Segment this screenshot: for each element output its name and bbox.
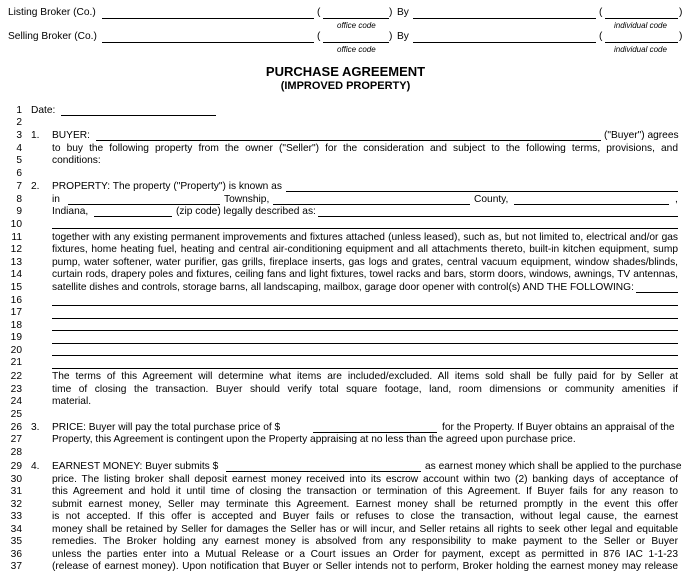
- fixtures-text-line: satellite dishes and controls, storage barns, all landscaping, mailbox, garage door opener with control(s) AND THE FOLLOWING:: [52, 282, 634, 293]
- earnest-money-label: EARNEST MONEY: Buyer submits $: [52, 461, 219, 472]
- line-number: 20: [10, 345, 22, 356]
- comma: ,: [675, 194, 678, 205]
- county-field[interactable]: [514, 204, 669, 205]
- line-number: 13: [10, 257, 22, 268]
- line-number: 32: [10, 499, 22, 510]
- section-number: 1.: [31, 130, 40, 141]
- earnest-text-line: (release of earnest money). Upon notification that Buyer or Seller intends not to perform, Broker holding the earnest money may release: [52, 561, 678, 572]
- line-number: 37: [10, 561, 22, 572]
- earnest-text-line: submit earnest money, Seller may terminate this Agreement. Earnest money shall be returned promptly in the event this offer: [52, 499, 678, 510]
- line-number: 36: [10, 549, 22, 560]
- township-field[interactable]: [273, 204, 470, 205]
- listing-broker-field[interactable]: [102, 18, 314, 19]
- selling-broker-label: Selling Broker (Co.): [8, 31, 97, 42]
- line-number: 21: [10, 357, 22, 368]
- by-label: By: [397, 31, 409, 42]
- indiana-label: Indiana,: [52, 206, 89, 217]
- buyer-name-field[interactable]: [96, 140, 601, 141]
- listing-individual-code-field[interactable]: [605, 18, 678, 19]
- terms-text-line: The terms of this Agreement will determine what items are included/excluded. All items sold shall be fully paid for by Seller at: [52, 371, 678, 382]
- paren-close: ): [679, 31, 683, 42]
- line-number: 30: [10, 474, 22, 485]
- line-number: 22: [10, 371, 22, 382]
- paren-open: (: [317, 7, 321, 18]
- following-items-line[interactable]: [52, 368, 678, 369]
- zip-code-field[interactable]: [94, 216, 172, 217]
- price-label: PRICE: Buyer will pay the total purchase price of $: [52, 422, 281, 433]
- township-label: Township,: [224, 194, 270, 205]
- earnest-text-line: is not accepted. If this offer is accepted and Buyer fails or refuses to close the transaction, without legal cause, the earnest: [52, 511, 678, 522]
- following-items-line[interactable]: [52, 318, 678, 319]
- office-code-caption: office code: [337, 45, 376, 54]
- line-number: 10: [10, 219, 22, 230]
- line-number: 25: [10, 409, 22, 420]
- property-city-field[interactable]: [68, 204, 220, 205]
- line-number: 2: [16, 117, 22, 128]
- line-number: 6: [16, 168, 22, 179]
- legal-description-line[interactable]: [52, 228, 678, 229]
- line-number: 33: [10, 511, 22, 522]
- line-number: 24: [10, 396, 22, 407]
- selling-agent-field[interactable]: [413, 42, 596, 43]
- line-number: 31: [10, 486, 22, 497]
- line-number: 3: [16, 130, 22, 141]
- section-number: 2.: [31, 181, 40, 192]
- selling-office-code-field[interactable]: [323, 42, 389, 43]
- line-number: 16: [10, 295, 22, 306]
- property-address-field[interactable]: [286, 191, 678, 192]
- earnest-text-line: remedies. The Broker holding any earnest money is absolved from any responsibility to make payment to the Seller or Buyer: [52, 536, 678, 547]
- line-number: 18: [10, 320, 22, 331]
- zip-legal-label: (zip code) legally described as:: [176, 206, 316, 217]
- property-in-label: in: [52, 194, 60, 205]
- line-number: 1: [16, 105, 22, 116]
- line-number: 14: [10, 269, 22, 280]
- paren-close: ): [389, 7, 393, 18]
- line-number: 34: [10, 524, 22, 535]
- paren-open: (: [599, 31, 603, 42]
- line-number: 7: [16, 181, 22, 192]
- buyer-agrees-text: ("Buyer") agrees: [604, 130, 679, 141]
- earnest-text-line: money shall be retained by Seller for damages the Seller has or will incur, and Seller retains all rights to seek other legal and equitable: [52, 524, 678, 535]
- earnest-money-field[interactable]: [226, 471, 421, 472]
- buyer-text-line: to buy the following property from the owner ("Seller") for the consideration and subject to the following terms, provisions, and: [52, 143, 678, 154]
- section-number: 3.: [31, 422, 40, 433]
- fixtures-text-line: together with any existing permanent improvements and fixtures attached (unless leased), such as, but not limited to, electrical and/or gas: [52, 232, 678, 243]
- line-number: 28: [10, 447, 22, 458]
- following-items-line[interactable]: [52, 343, 678, 344]
- date-label: Date:: [31, 105, 56, 116]
- earnest-text-line: unless the parties enter into a Mutual Release or a Court issues an Order for payment, except as permitted in 876 IAC 1-1-23: [52, 549, 678, 560]
- selling-individual-code-field[interactable]: [605, 42, 678, 43]
- property-label: PROPERTY: The property ("Property") is known as: [52, 181, 282, 192]
- by-label: By: [397, 7, 409, 18]
- listing-broker-label: Listing Broker (Co.): [8, 7, 96, 18]
- legal-description-field[interactable]: [318, 216, 678, 217]
- line-number: 9: [16, 206, 22, 217]
- line-number: 11: [11, 232, 22, 243]
- terms-text-line: time of closing the transaction. Buyer should verify total square footage, land, room dimensions or community amenities if: [52, 384, 678, 395]
- fixtures-text-line: pump, water softener, water purifier, gas grills, fireplace inserts, gas logs and grates, central vacuum equipment, window shades/blinds,: [52, 257, 678, 268]
- terms-text-line: material.: [52, 396, 92, 407]
- document-subtitle: (IMPROVED PROPERTY): [280, 80, 411, 92]
- fixtures-text-line: fixtures, home heating fuel, heating and central air-conditioning equipment and all attachments thereto, built-in kitchen equipment, sump: [52, 244, 678, 255]
- individual-code-caption: individual code: [614, 21, 667, 30]
- earnest-suffix-text: as earnest money which shall be applied to the purchase: [425, 461, 682, 472]
- individual-code-caption: individual code: [614, 45, 667, 54]
- line-number: 5: [16, 155, 22, 166]
- section-number: 4.: [31, 461, 40, 472]
- line-number: 29: [10, 461, 22, 472]
- following-items-field[interactable]: [636, 292, 678, 293]
- line-number: 26: [10, 422, 22, 433]
- line-number: 19: [10, 332, 22, 343]
- line-number: 27: [10, 434, 22, 445]
- price-suffix-text: for the Property. If Buyer obtains an appraisal of the: [442, 422, 675, 433]
- listing-office-code-field[interactable]: [323, 18, 389, 19]
- line-number: 12: [10, 244, 22, 255]
- buyer-text-line: conditions:: [52, 155, 101, 166]
- selling-broker-field[interactable]: [102, 42, 314, 43]
- line-number: 8: [16, 194, 22, 205]
- purchase-price-field[interactable]: [313, 432, 437, 433]
- buyer-label: BUYER:: [52, 130, 90, 141]
- line-number: 15: [10, 282, 22, 293]
- fixtures-text-line: curtain rods, drapery poles and fixtures, ceiling fans and light fixtures, towel racks and bars, storm doors, windows, awnings, TV antennas,: [52, 269, 678, 280]
- earnest-text-line: price. The listing broker shall deposit earnest money received into its escrow account within two (2) banking days of acceptance of: [52, 474, 678, 485]
- following-items-line[interactable]: [52, 355, 678, 356]
- line-number: 23: [10, 384, 22, 395]
- following-items-line[interactable]: [52, 330, 678, 331]
- county-label: County,: [474, 194, 509, 205]
- paren-open: (: [317, 31, 321, 42]
- line-number: 4: [16, 143, 22, 154]
- listing-agent-field[interactable]: [413, 18, 596, 19]
- line-number: 17: [10, 307, 22, 318]
- line-number: 35: [10, 536, 22, 547]
- earnest-text-line: this Agreement and hold it until time of closing the transaction or termination of this Agreement. If Buyer fails for any reason to: [52, 486, 678, 497]
- following-items-line[interactable]: [52, 305, 678, 306]
- date-field[interactable]: [61, 115, 216, 116]
- document-title: PURCHASE AGREEMENT: [265, 64, 426, 79]
- price-text-line: Property, this Agreement is contingent upon the Property appraising at no less than the agreed upon purchase price.: [52, 434, 576, 445]
- office-code-caption: office code: [337, 21, 376, 30]
- paren-close: ): [679, 7, 683, 18]
- paren-open: (: [599, 7, 603, 18]
- paren-close: ): [389, 31, 393, 42]
